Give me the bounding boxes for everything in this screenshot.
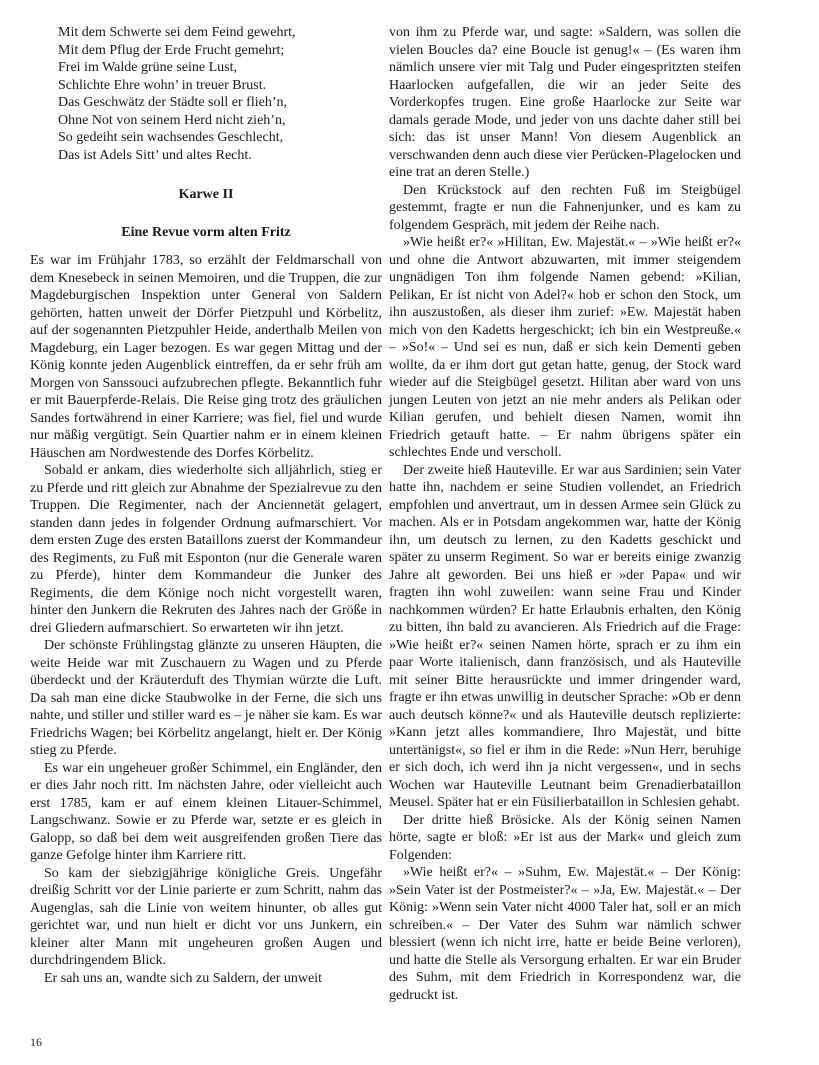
poem-line: Ohne Not von seinem Herd nicht zieh’n, <box>58 112 286 128</box>
poem-line: Frei im Walde grüne seine Lust, <box>58 60 238 75</box>
paragraph: »Wie heißt er?« »Hilitan, Ew. Majestät.« – »Wie heißt er?« und ohne die Antwort abzuwarten, mit immer steigendem ungnädigen Ton ihm folgende Namen gebend: »Kilian, Pelikan, Er ist nicht von Adel?« hob er schon den Stock, um ihn auszustoßen, als dieser ihm zurief: »Ew. Majestät haben mich von den Kadetts hergeschickt; ich bin ein Westpreuße.« – »So!« – Und sei es nun, daß er sich kein Dementi geben wollte, da er ihm dort gut getan hatte, genug, der Stock ward wieder auf die Steigbügel gesetzt. Hilitan aber ward von uns jungen Leuten von jetzt an nie mehr anders als Pelikan oder Kilian gerufen, und behielt diesen Namen, womit ihn Friedrich getauft hatte. – Er nahm übrigens später ein schlechtes Ende und verscholl. <box>389 235 741 460</box>
paragraph: Es war ein ungeheuer großer Schimmel, ein Engländer, den er dies Jahr noch ritt. Im nächsten Jahre, oder vielleicht auch erst 1785, kam er auf einem kleinen Litauer-Schimmel, Langschwanz. Sowie er zu Pferde war, setzte er es gleich in Galopp, so daß bei dem weit ausgreifenden großen Tiere das ganze Gefolge hinter ihm Karriere ritt. <box>30 760 382 863</box>
poem-line: Das Geschwätz der Städte soll er flieh’n, <box>58 95 287 110</box>
paragraph: von ihm zu Pferde war, und sagte: »Saldern, was sollen die vielen Boucles da? eine Boucle ist genug!« – (Es waren ihm nämlich unsere vier mit Talg und Puder eingespritzten steifen Haarlocken aufgefallen, die wir an jeder Seite des Vorderkopfes trugen. Eine große Haarlocke zur Seite war damals gerade Mode, und jeder von uns dachte daher still bei sich: das ist unser Mann! Von diesem Augenblick an verschwanden denn auch diese vier Perücken-Plagelocken und eine trat an deren Stelle.) <box>389 25 741 180</box>
poem-stanza <box>58 24 382 164</box>
paragraph: Der dritte hieß Brösicke. Als der König seinen Namen hörte, sagte er bloß: »Er ist aus der Mark« und gleich zum Folgenden: <box>389 812 741 863</box>
chapter-title: Karwe II <box>178 187 234 202</box>
chapter-subtitle: Eine Revue vorm alten Fritz <box>121 224 291 240</box>
paragraph: Er sah uns an, wandte sich zu Saldern, der unweit <box>44 970 322 986</box>
page-number: 16 <box>30 1035 42 1049</box>
poem-line: Mit dem Schwerte sei dem Feind gewehrt, <box>58 25 296 40</box>
paragraph: Den Krückstock auf den rechten Fuß im Steigbügel gestemmt, fragte er nun die Fahnenjunker, und es kam zu folgendem Gespräch, mit jedem der Reihe nach. <box>389 182 741 233</box>
poem-line: So gedeiht sein wachsendes Geschlecht, <box>58 130 284 145</box>
paragraph: Sobald er ankam, dies wiederholte sich alljährlich, stieg er zu Pferde und ritt gleich zur Abnahme der Spezialrevue zu den Truppen. Die Regimenter, nach der Anciennetät gelagert, standen dann jedes in folgender Ordnung aufmarschiert. Vor dem ersten Zuge des ersten Bataillons zuerst der Kommandeur des Regiments, zu Fuß mit Esponton (nur die Generale waren zu Pferde), hinter dem Kommandeur die Junker des Regiments, die dem Könige noch nicht vorgestellt waren, hinter den Junkern die Rekruten des Jahres nach der Größe in drei Gliedern aufmarschiert. So erwarteten wir ihn jetzt. <box>30 463 382 636</box>
paragraph: Es war im Frühjahr 1783, so erzählt der Feldmarschall von dem Knesebeck in seinen Memoiren, und die Truppen, die zur Magdeburgischen Inspektion unter General von Saldern gehörten, hatten unweit der Dörfer Pietzpuhl und Körbelitz, auf der sogenannten Pietzpuhler Heide, anderthalb Meilen von Magdeburg, ein Lager bezogen. Es war gegen Mittag und der König konnte jeden Augenblick eintreffen, da er sehr früh am Morgen von Sanssouci aufzubrechen pflegte. Bekanntlich fuhr er mit Bauerpferde-Relais. Die Reise ging trotz des gräulichen Sandes fortwährend in einer Karriere; was fiel, fiel und wurde nur mäßig vergütigt. Sein Quartier nahm er in einem kleinen Häuschen am Nordwestende des Dorfes Körbelitz. <box>30 253 382 461</box>
poem-line: Mit dem Pflug der Erde Frucht gemehrt; <box>58 42 285 58</box>
poem-line: Schlichte Ehre wohn’ in treuer Brust. <box>58 77 267 93</box>
poem-line: Das ist Adels Sitt’ und altes Recht. <box>58 147 252 163</box>
paragraph: »Wie heißt er?« – »Suhm, Ew. Majestät.« – Der König: »Sein Vater ist der Postmeister?« – »Ja, Ew. Majestät.« – Der König: »Wenn sein Vater nicht 4000 Taler hat, soll er an mich schreiben.« – Der Vater des Suhm war nämlich schwer blessiert (wenn ich nicht irre, hatte er beide Beine verloren), und hatte die Stelle als Versorgung erhalten. Er war ein Bruder des Suhm, mit dem Friedrich in Korrespondenz war, die gedruckt ist. <box>389 865 741 1003</box>
paragraph: Der zweite hieß Hauteville. Er war aus Sardinien; sein Vater hatte ihn, nachdem er seine Studien vollendet, an Friedrich empfohlen und anvertraut, um in dessen Armee sein Glück zu machen. Als er in Potsdam angekommen war, hatte der König ihn, um deutsch zu lernen, zu den Kadetts geschickt und später zu unserm Regiment. So war er bereits einige zwanzig Jahre alt geworden. Bei uns hieß er »der Papa« und wir fragten ihn wohl zuweilen: wann seine Frau und Kinder nachkommen würden? Er hatte Erlaubnis erhalten, den König zu bitten, ihn bald zu avancieren. Als Friedrich auf die Frage: »Wie heißt er?« seinen Namen hörte, sprach er zu ihm ein paar Worte italienisch, dann französisch, und als Hauteville mit seiner Bitte herausrückte und immer dringender ward, fragte er ihn etwas unwillig in deutscher Sprache: »Ob er denn auch deutsch könne?« und als Hauteville deutsch replizierte: »Kann jetzt alles kommandiere, Ihro Majestät, und bitte untertänigst«, so fiel er ihm in die Rede: »Nun Herr, beruhige er sich doch, ich werd ihn ja nicht vergessen«, und in sechs Wochen war Hauteville Leutnant beim Grenadierbataillon Meusel. Später hat er ein Füsilierbataillon in Schlesien gehabt. <box>389 462 741 810</box>
paragraph: Der schönste Frühlingstag glänzte zu unseren Häupten, die weite Heide war mit Zuschauern zu Wagen und zu Pferde überdeckt und der Kräuterduft des Thymian würzte die Luft. Da sah man eine dicke Staubwolke in der Ferne, die sich uns nahte, und stiller und stiller ward es – je näher sie kam. Es war Friedrichs Wagen; bei Körbelitz angelangt, hielt er. Der König stieg zu Pferde. <box>30 638 382 758</box>
paragraph: So kam der siebzigjährige königliche Greis. Ungefähr dreißig Schritt vor der Linie parierte er zum Schritt, nahm das Augenglas, sah die Linie von weitem hinunter, ob alles gut gerichtet war, und nun hielt er dicht vor uns Junkern, ein kleiner alter Mann mit ungeheuren großen Augen und durchdringendem Blick. <box>30 865 382 968</box>
right-column <box>389 24 741 1004</box>
left-column <box>30 24 382 987</box>
